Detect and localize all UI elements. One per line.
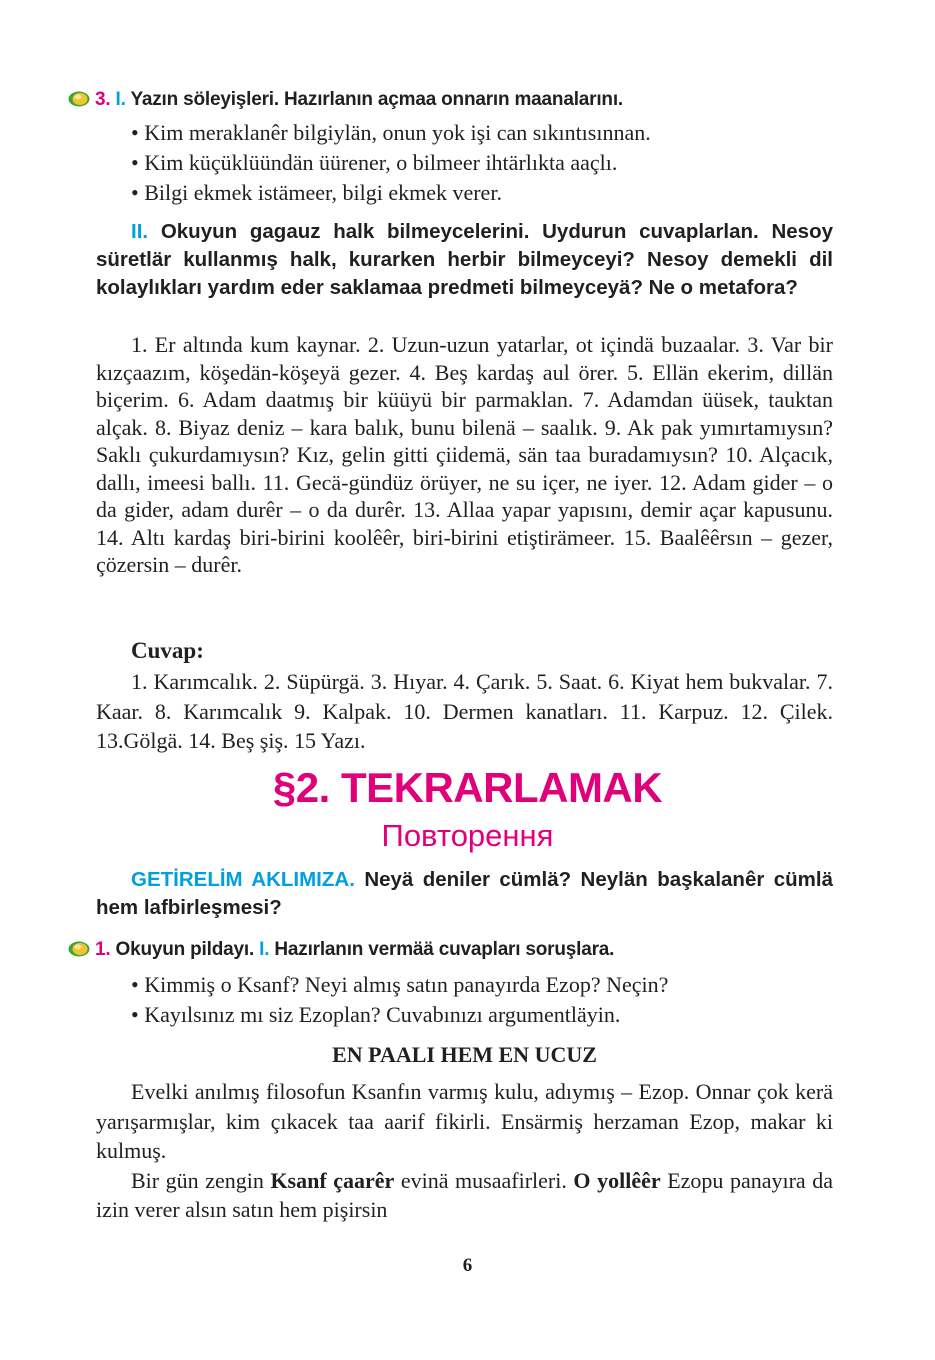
task-marker-icon bbox=[68, 91, 90, 107]
riddles-text bbox=[96, 331, 833, 579]
task-3-heading bbox=[68, 88, 623, 112]
story-p2-end: Ezopu panayıra da izin verer alsın satın hem pişirsin bbox=[96, 1167, 834, 1222]
recall-question: Neyä deniler cümlä? Neylän başkalanêr cümlä hem lafbirleşmesi? bbox=[96, 868, 833, 919]
saying-3: • Bilgi ekmek istämeer, bilgi ekmek verer. bbox=[131, 180, 502, 205]
task-3-part2-text: Okuyun gagauz halk bilmeycelerini. Uydurun cuvaplarlan. Nesoy süretlär kullanmış halk, kurarken herbir bilmeyceyi? Nesoy demekli dil kolaylıkları yardım eder saklamaa predmeti bilmeyceyä? Ne o metafora? bbox=[96, 220, 833, 299]
page-number: 6 bbox=[462, 1255, 473, 1276]
answer-heading: Cuvap: bbox=[131, 638, 204, 663]
answers-text bbox=[96, 667, 833, 756]
story-title: EN PAALI HEM EN UCUZ bbox=[332, 1042, 597, 1067]
section-subtitle: Повторення bbox=[381, 818, 554, 853]
recall-label: GETİRELİM AKLIMIZA. bbox=[131, 868, 355, 891]
task-1-heading bbox=[68, 938, 614, 962]
story-p2-mid: evinä musaafirleri. bbox=[400, 1167, 567, 1193]
story-paragraph-2 bbox=[96, 1166, 833, 1225]
story-text bbox=[96, 1077, 833, 1225]
task-1-part1-label: I. bbox=[259, 939, 270, 960]
task-1-intro: Okuyun pildayı. bbox=[115, 939, 255, 960]
question-1: • Kimmiş o Ksanf? Neyi almış satın panayırda Ezop? Neçin? bbox=[131, 972, 669, 997]
task-3-part1-instruction: Yazın söleyişleri. Hazırlanın açmaa onnarın maanalarını. bbox=[130, 89, 623, 110]
task-1-number: 1. bbox=[95, 939, 111, 960]
riddles-paragraph: 1. Er altında kum kaynar. 2. Uzun-uzun yatarlar, ot içindä buzaalar. 3. Var bir kızçaazım, köşedän-köşeyä gezer. 4. Beş kardaş aul örer. 5. Ellän ekerim, dillän biçerim. 6. Adam daatmış bir küüyü bir parmaklan. 7. Adamdan üüsek, tauktan alçak. 8. Biyaz deniz – kara balık, bunu bilenä – saalık. 9. Ak pak yımırtamıysın? Saklı çukurdamıysın? Kız, gelin gitti çiidemä, sän taa buradamıysın? 10. Alçacık, dallı, imeesi ballı. 11. Gecä-gündüz örüyer, ne su içer, ne iyer. 12. Adam gider – o da gider, adam durêr – o da durêr. 13. Allaa yapar yapısını, demir açar kapusunu. 14. Altı kardaş biri-birini koolêêr, biri-birini etiştirämeer. 15. Baalêêrsın – gezer, çözersin – durêr. bbox=[96, 332, 833, 577]
task-marker-icon bbox=[68, 941, 90, 957]
task-3-part2-label: II. bbox=[131, 220, 149, 243]
story-p2-bold1: Ksanf çaarêr bbox=[270, 1167, 395, 1193]
answers-paragraph: 1. Karımcalık. 2. Süpürgä. 3. Hıyar. 4. Çarık. 5. Saat. 6. Kiyat hem bukvalar. 7. Kaar. 8. Karımcalık 9. Kalpak. 10. Dermen kanatları. 11. Karpuz. 12. Çilek. 13.Gölgä. 14. Beş şiş. 15 Yazı. bbox=[96, 669, 833, 753]
task-1-part1-instruction: Hazırlanın vermää cuvapları soruşlara. bbox=[274, 939, 615, 960]
task-3-number: 3. bbox=[95, 89, 111, 110]
task-3-part1-label: I. bbox=[115, 89, 126, 110]
story-paragraph-1: Evelki anılmış filosofun Ksanfın varmış kulu, adıymış – Ezop. Onnar çok kerä yarışarmışlar, kim çıkacek taa aarif fikirli. Ensärmiş herzaman Ezop, makar ki kulmuş. bbox=[96, 1079, 833, 1163]
story-p2-bold2: O yollêêr bbox=[573, 1167, 661, 1193]
recall-prompt bbox=[96, 866, 833, 922]
saying-1: • Kim meraklanêr bilgiylän, onun yok işi can sıkıntısınnan. bbox=[131, 120, 651, 145]
section-title: §2. TEKRARLAMAK bbox=[272, 764, 663, 811]
question-2: • Kayılsınız mı siz Ezoplan? Cuvabınızı argumentläyin. bbox=[131, 1002, 621, 1027]
story-p2-start: Bir gün zengin bbox=[131, 1167, 264, 1193]
task-3-part2-instruction bbox=[96, 218, 833, 302]
saying-2: • Kim küçüklüündän üürener, o bilmeer ihtärlıkta aaçlı. bbox=[131, 150, 618, 175]
